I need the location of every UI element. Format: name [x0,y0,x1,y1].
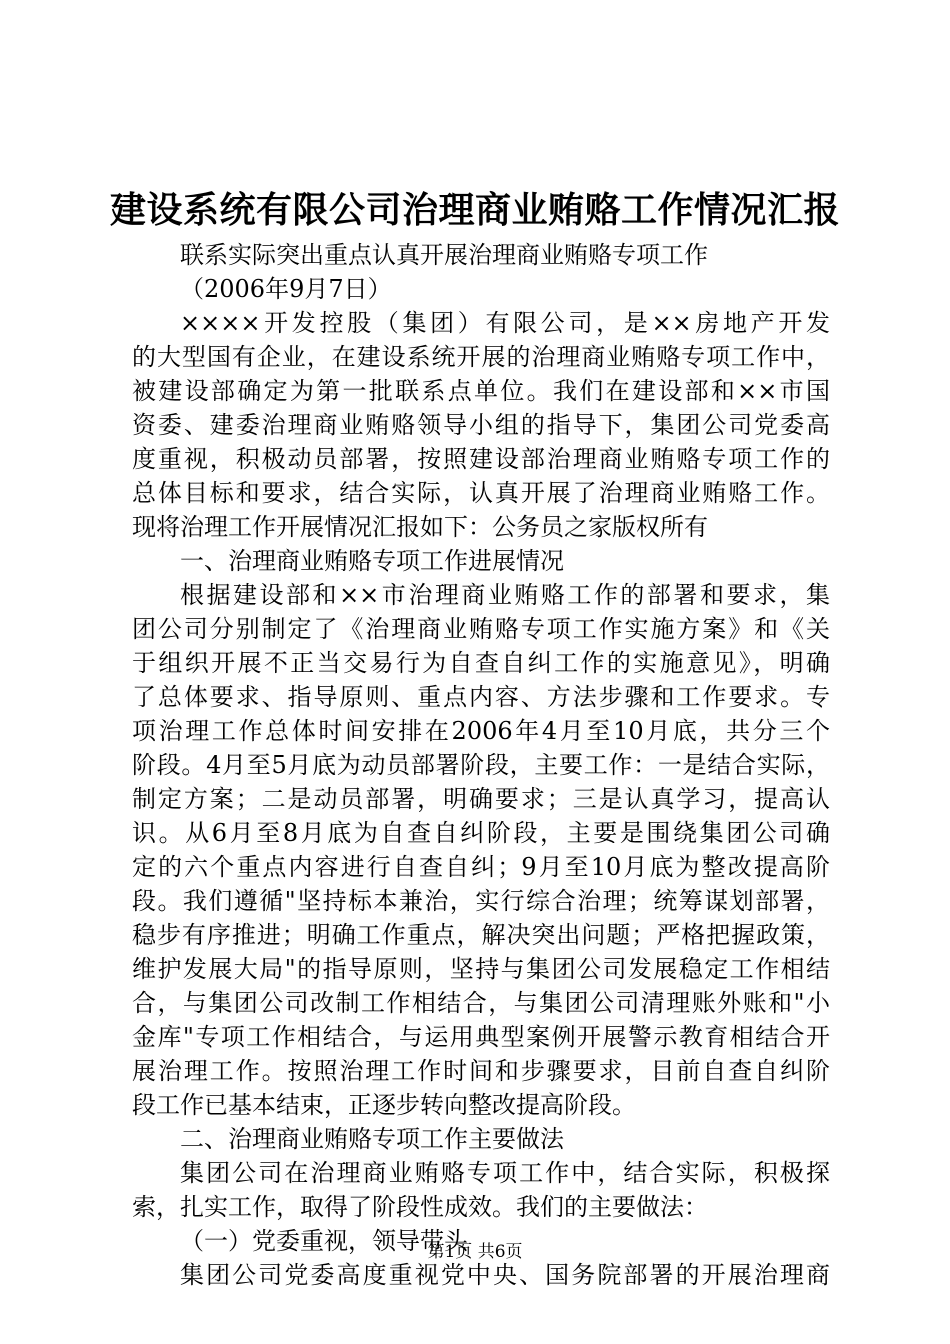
paragraph-line: 定的六个重点内容进行自查自纠；9月至10月底为整改提高阶 [132,853,830,881]
document-title: 建设系统有限公司治理商业贿赂工作情况汇报 [109,189,840,231]
paragraph-line: 资委、建委治理商业贿赂领导小组的指导下，集团公司党委高 [132,411,830,439]
paragraph-line: 一、治理商业贿赂专项工作进展情况 [180,547,564,575]
paragraph-line: 联系实际突出重点认真开展治理商业贿赂专项工作 [180,241,708,269]
paragraph-line: （一）党委重视，领导带头 [180,1227,468,1255]
paragraph-line: 被建设部确定为第一批联系点单位。我们在建设部和××市国 [132,377,830,405]
paragraph-line: 度重视，积极动员部署，按照建设部治理商业贿赂专项工作的 [132,445,830,473]
paragraph-line: 金库"专项工作相结合，与运用典型案例开展警示教育相结合开 [132,1023,830,1051]
paragraph-line: ××××开发控股（集团）有限公司，是××房地产开发 [180,309,830,337]
paragraph-line: 集团公司在治理商业贿赂专项工作中，结合实际，积极探 [180,1159,830,1187]
paragraph-line: 了总体要求、指导原则、重点内容、方法步骤和工作要求。专 [132,683,830,711]
paragraph-line: 合，与集团公司改制工作相结合，与集团公司清理账外账和"小 [132,989,830,1017]
page-footer: 第1页 共6页 [427,1242,523,1262]
paragraph-line: 于组织开展不正当交易行为自查自纠工作的实施意见》，明确 [132,649,830,677]
paragraph-line: 现将治理工作开展情况汇报如下：公务员之家版权所有 [132,513,708,541]
paragraph-line: 索，扎实工作，取得了阶段性成效。我们的主要做法： [132,1193,708,1221]
paragraph-line: 的大型国有企业，在建设系统开展的治理商业贿赂专项工作中， [132,343,830,371]
document-body [132,238,830,1292]
paragraph-line: 段。我们遵循"坚持标本兼治，实行综合治理；统筹谋划部署， [132,887,830,915]
paragraph-line: 阶段。4月至5月底为动员部署阶段，主要工作：一是结合实际， [132,751,830,779]
paragraph-line: 段工作已基本结束，正逐步转向整改提高阶段。 [132,1091,636,1119]
paragraph-line: 总体目标和要求，结合实际，认真开展了治理商业贿赂工作。 [132,479,830,507]
paragraph-line: 团公司分别制定了《治理商业贿赂专项工作实施方案》和《关 [132,615,830,643]
paragraph-line: （2006年9月7日） [180,275,392,303]
paragraph-line: 稳步有序推进；明确工作重点，解决突出问题；严格把握政策， [132,921,830,949]
paragraph-line: 项治理工作总体时间安排在2006年4月至10月底，共分三个 [132,717,830,745]
paragraph-line: 根据建设部和××市治理商业贿赂工作的部署和要求，集 [180,581,830,609]
paragraph-line: 集团公司党委高度重视党中央、国务院部署的开展治理商 [180,1261,830,1289]
paragraph-line: 二、治理商业贿赂专项工作主要做法 [180,1125,564,1153]
paragraph-line: 识。从6月至8月底为自查自纠阶段，主要是围绕集团公司确 [132,819,830,847]
paragraph-line: 维护发展大局"的指导原则，坚持与集团公司发展稳定工作相结 [132,955,830,983]
paragraph-line: 展治理工作。按照治理工作时间和步骤要求，目前自查自纠阶 [132,1057,830,1085]
paragraph-line: 制定方案；二是动员部署，明确要求；三是认真学习，提高认 [132,785,830,813]
